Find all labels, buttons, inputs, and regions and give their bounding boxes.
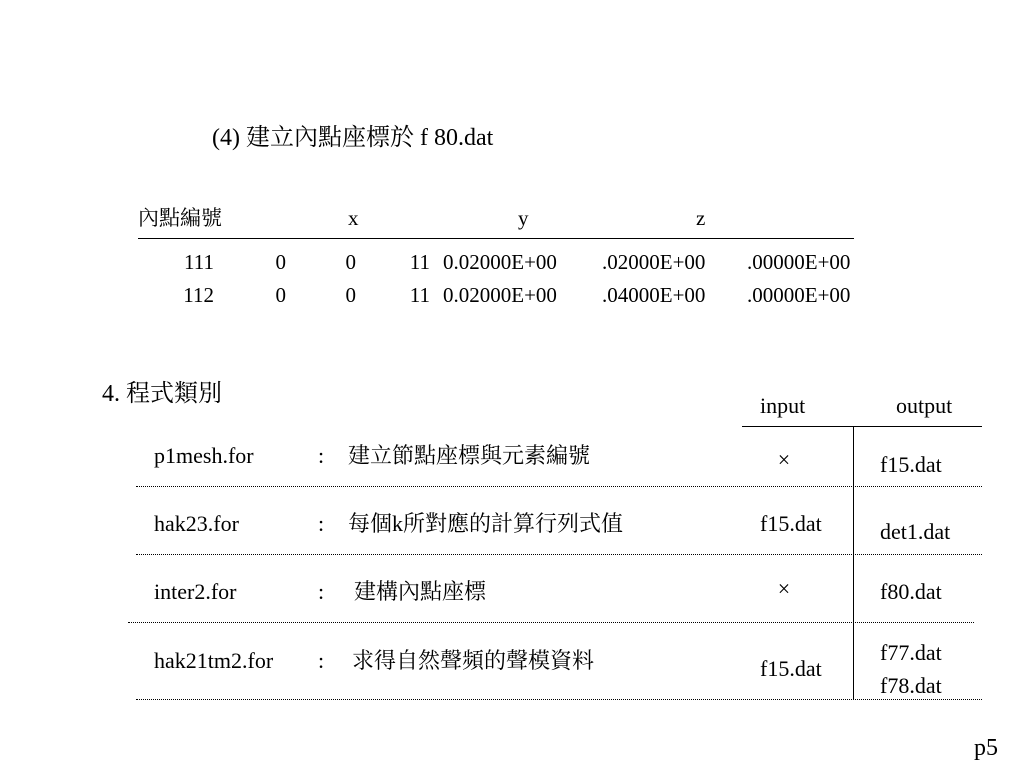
- header-y: y: [518, 206, 529, 230]
- programs-header-rule: [742, 426, 982, 427]
- row-divider: [136, 486, 982, 487]
- header-input: input: [760, 393, 806, 418]
- row-divider: [136, 699, 982, 700]
- output-value: f78.dat: [880, 673, 942, 698]
- section-heading: 4. 程式類別: [102, 381, 222, 407]
- y-value: .04000E+00: [602, 283, 706, 307]
- cell: 0: [275, 283, 286, 307]
- program-description: 建構內點座標: [354, 579, 487, 604]
- output-value: f80.dat: [880, 579, 942, 604]
- header-output: output: [896, 393, 953, 418]
- cell: 0: [345, 283, 356, 307]
- colon: :: [318, 511, 325, 536]
- cell: 0: [275, 250, 286, 274]
- colon: :: [318, 443, 325, 468]
- program-name: p1mesh.for: [154, 443, 254, 468]
- point-id-cell: 111: [184, 250, 214, 274]
- section-title: (4) 建立內點座標於 f 80.dat: [212, 125, 494, 151]
- point-id-cell: 112: [183, 283, 214, 307]
- header-point-id: 內點編號: [138, 206, 222, 230]
- program-name: inter2.for: [154, 579, 237, 604]
- row-divider: [128, 622, 974, 623]
- header-z: z: [696, 206, 706, 230]
- program-description: 求得自然聲頻的聲模資料: [352, 648, 595, 673]
- cell: 0: [345, 250, 356, 274]
- input-value: ×: [777, 447, 791, 472]
- colon: :: [318, 579, 325, 604]
- program-description: 每個k所對應的計算行列式值: [348, 511, 624, 536]
- column-divider: [853, 427, 854, 699]
- input-value: f15.dat: [760, 656, 822, 681]
- row-divider: [136, 554, 982, 555]
- z-value: .00000E+00: [747, 250, 851, 274]
- cell: 11: [409, 283, 430, 307]
- output-value: f77.dat: [880, 640, 942, 665]
- cell: 11: [409, 250, 430, 274]
- colon: :: [318, 648, 325, 673]
- points-table-rule: [138, 238, 854, 239]
- input-value: ×: [777, 576, 791, 601]
- header-x: x: [348, 206, 359, 230]
- program-description: 建立節點座標與元素編號: [348, 443, 591, 468]
- input-value: f15.dat: [760, 511, 822, 536]
- program-name: hak23.for: [154, 511, 239, 536]
- page-number: p5: [974, 735, 998, 761]
- output-value: f15.dat: [880, 452, 942, 477]
- y-value: .02000E+00: [602, 250, 706, 274]
- output-value: det1.dat: [880, 519, 951, 544]
- x-value: 0.02000E+00: [443, 283, 557, 307]
- program-name: hak21tm2.for: [154, 648, 274, 673]
- x-value: 0.02000E+00: [443, 250, 557, 274]
- z-value: .00000E+00: [747, 283, 851, 307]
